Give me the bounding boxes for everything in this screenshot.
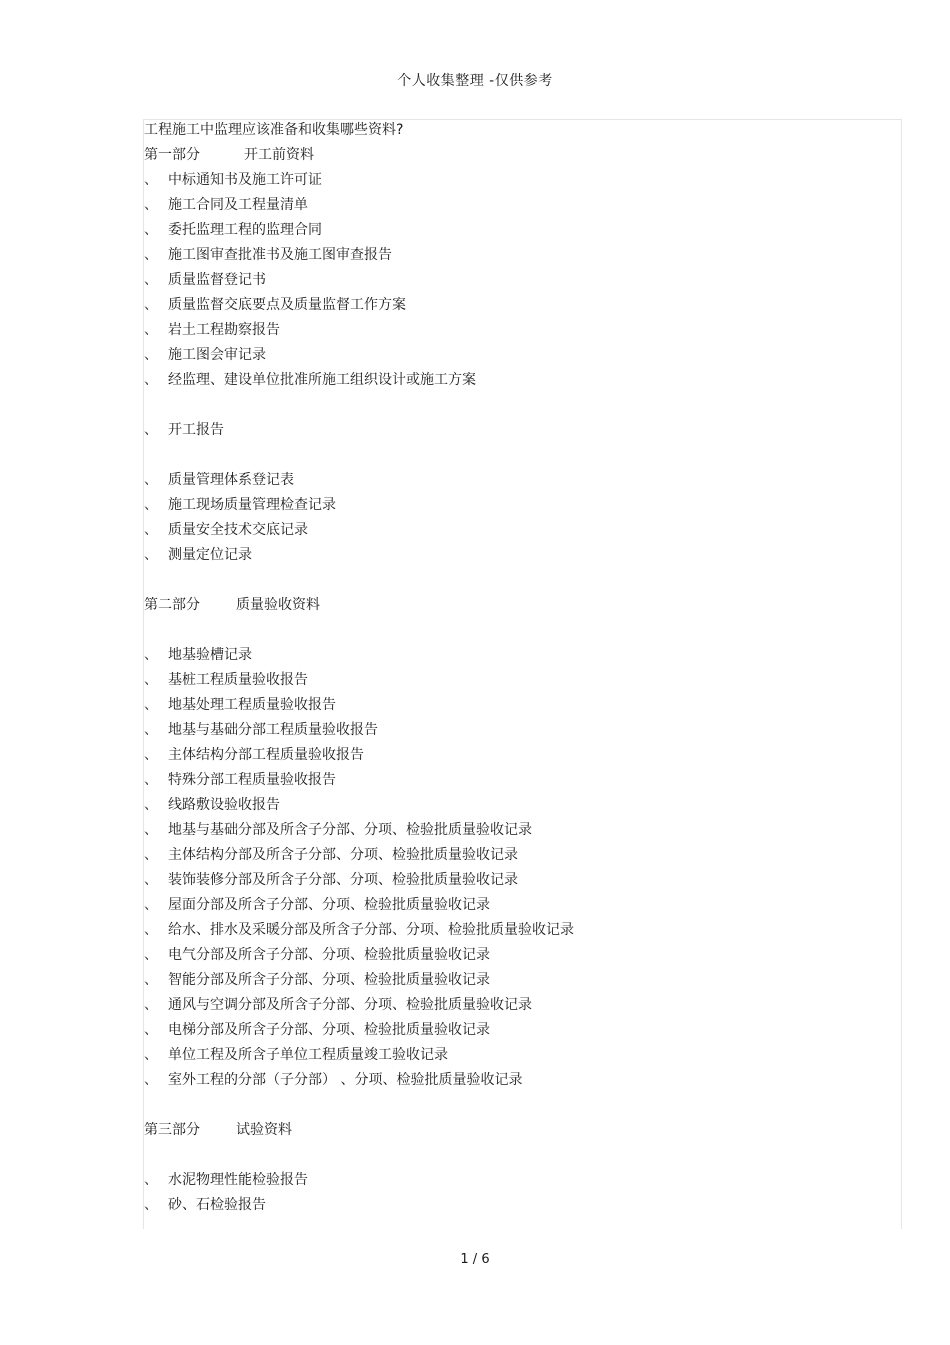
list-item-text: 测量定位记录 bbox=[168, 547, 252, 563]
section-title: 质量验收资料 bbox=[236, 597, 320, 613]
document-body bbox=[144, 119, 901, 1219]
section-heading-1 bbox=[144, 144, 901, 169]
section-title: 开工前资料 bbox=[244, 147, 314, 163]
list-item bbox=[144, 269, 901, 294]
list-item bbox=[144, 344, 901, 369]
list-item bbox=[144, 244, 901, 269]
list-marker: 、 bbox=[144, 897, 158, 913]
list-marker: 、 bbox=[144, 547, 158, 563]
list-marker: 、 bbox=[144, 272, 158, 288]
list-item bbox=[144, 819, 901, 844]
list-item bbox=[144, 919, 901, 944]
list-marker: 、 bbox=[144, 497, 158, 513]
list-item bbox=[144, 1019, 901, 1044]
list-item-text: 主体结构分部及所含子分部、分项、检验批质量验收记录 bbox=[168, 847, 518, 863]
list-item-text: 主体结构分部工程质量验收报告 bbox=[168, 747, 364, 763]
list-item-text: 基桩工程质量验收报告 bbox=[168, 672, 308, 688]
list-item bbox=[144, 944, 901, 969]
spacer bbox=[144, 569, 901, 594]
list-marker: 、 bbox=[144, 747, 158, 763]
list-item-text: 质量安全技术交底记录 bbox=[168, 522, 308, 538]
list-item bbox=[144, 769, 901, 794]
list-item bbox=[144, 369, 901, 394]
list-marker: 、 bbox=[144, 997, 158, 1013]
list-marker: 、 bbox=[144, 222, 158, 238]
list-marker: 、 bbox=[144, 822, 158, 838]
list-item-text: 质量管理体系登记表 bbox=[168, 472, 294, 488]
list-item bbox=[144, 169, 901, 194]
list-item bbox=[144, 294, 901, 319]
list-item bbox=[144, 1194, 901, 1219]
list-marker: 、 bbox=[144, 722, 158, 738]
list-marker: 、 bbox=[144, 522, 158, 538]
list-item bbox=[144, 1169, 901, 1194]
list-item-text: 水泥物理性能检验报告 bbox=[168, 1172, 308, 1188]
list-marker: 、 bbox=[144, 647, 158, 663]
section-heading-2 bbox=[144, 594, 901, 619]
list-marker: 、 bbox=[144, 197, 158, 213]
list-marker: 、 bbox=[144, 1022, 158, 1038]
list-item bbox=[144, 894, 901, 919]
list-marker: 、 bbox=[144, 247, 158, 263]
list-item bbox=[144, 519, 901, 544]
list-item-text: 地基处理工程质量验收报告 bbox=[168, 697, 336, 713]
list-marker: 、 bbox=[144, 772, 158, 788]
section-number: 第二部分 bbox=[144, 597, 200, 613]
list-marker: 、 bbox=[144, 947, 158, 963]
list-item-text: 地基与基础分部及所含子分部、分项、检验批质量验收记录 bbox=[168, 822, 532, 838]
list-item-text: 特殊分部工程质量验收报告 bbox=[168, 772, 336, 788]
list-item-text: 委托监理工程的监理合同 bbox=[168, 222, 322, 238]
list-item-text: 智能分部及所含子分部、分项、检验批质量验收记录 bbox=[168, 972, 490, 988]
section-number: 第一部分 bbox=[144, 147, 200, 163]
list-item-text: 砂、石检验报告 bbox=[168, 1197, 266, 1213]
list-item-text: 屋面分部及所含子分部、分项、检验批质量验收记录 bbox=[168, 897, 490, 913]
list-marker: 、 bbox=[144, 922, 158, 938]
list-item bbox=[144, 1044, 901, 1069]
list-item bbox=[144, 644, 901, 669]
list-item-text: 质量监督交底要点及质量监督工作方案 bbox=[168, 297, 406, 313]
list-item-text: 通风与空调分部及所含子分部、分项、检验批质量验收记录 bbox=[168, 997, 532, 1013]
list-item-text: 开工报告 bbox=[168, 422, 224, 438]
list-item-text: 经监理、建设单位批准所施工组织设计或施工方案 bbox=[168, 372, 476, 388]
list-marker: 、 bbox=[144, 347, 158, 363]
list-marker: 、 bbox=[144, 872, 158, 888]
list-marker: 、 bbox=[144, 697, 158, 713]
list-item-text: 岩土工程勘察报告 bbox=[168, 322, 280, 338]
list-item bbox=[144, 219, 901, 244]
list-item bbox=[144, 469, 901, 494]
list-marker: 、 bbox=[144, 847, 158, 863]
list-item bbox=[144, 194, 901, 219]
list-item-text: 质量监督登记书 bbox=[168, 272, 266, 288]
page-number: 1 / 6 bbox=[460, 1252, 490, 1267]
list-item-text: 施工合同及工程量清单 bbox=[168, 197, 308, 213]
list-item-text: 室外工程的分部（子分部） 、分项、检验批质量验收记录 bbox=[168, 1072, 523, 1088]
list-item bbox=[144, 544, 901, 569]
list-item-text: 单位工程及所含子单位工程质量竣工验收记录 bbox=[168, 1047, 448, 1063]
list-item bbox=[144, 319, 901, 344]
section-heading-3 bbox=[144, 1119, 901, 1144]
spacer bbox=[144, 619, 901, 644]
list-item bbox=[144, 669, 901, 694]
list-item bbox=[144, 869, 901, 894]
list-marker: 、 bbox=[144, 422, 158, 438]
list-item bbox=[144, 994, 901, 1019]
list-item bbox=[144, 719, 901, 744]
list-item-text: 电气分部及所含子分部、分项、检验批质量验收记录 bbox=[168, 947, 490, 963]
section-title: 试验资料 bbox=[236, 1122, 292, 1138]
list-item-text: 装饰装修分部及所含子分部、分项、检验批质量验收记录 bbox=[168, 872, 518, 888]
list-item-text: 地基与基础分部工程质量验收报告 bbox=[168, 722, 378, 738]
section-number: 第三部分 bbox=[144, 1122, 200, 1138]
list-item-text: 施工现场质量管理检查记录 bbox=[168, 497, 336, 513]
list-item bbox=[144, 419, 901, 444]
list-item bbox=[144, 694, 901, 719]
list-marker: 、 bbox=[144, 297, 158, 313]
list-item-text: 线路敷设验收报告 bbox=[168, 797, 280, 813]
spacer bbox=[144, 1144, 901, 1169]
list-marker: 、 bbox=[144, 1197, 158, 1213]
spacer bbox=[144, 1094, 901, 1119]
list-item bbox=[144, 969, 901, 994]
list-marker: 、 bbox=[144, 797, 158, 813]
list-item-text: 施工图会审记录 bbox=[168, 347, 266, 363]
list-marker: 、 bbox=[144, 1172, 158, 1188]
list-item-text: 施工图审查批准书及施工图审查报告 bbox=[168, 247, 392, 263]
list-marker: 、 bbox=[144, 1047, 158, 1063]
list-marker: 、 bbox=[144, 672, 158, 688]
list-item bbox=[144, 844, 901, 869]
list-item-text: 电梯分部及所含子分部、分项、检验批质量验收记录 bbox=[168, 1022, 490, 1038]
document-title: 工程施工中监理应该准备和收集哪些资料? bbox=[144, 122, 404, 138]
list-item-text: 中标通知书及施工许可证 bbox=[168, 172, 322, 188]
list-item bbox=[144, 1069, 901, 1094]
list-marker: 、 bbox=[144, 172, 158, 188]
list-marker: 、 bbox=[144, 472, 158, 488]
list-item-text: 给水、排水及采暖分部及所含子分部、分项、检验批质量验收记录 bbox=[168, 922, 574, 938]
list-item bbox=[144, 494, 901, 519]
list-item bbox=[144, 794, 901, 819]
list-item-text: 地基验槽记录 bbox=[168, 647, 252, 663]
list-marker: 、 bbox=[144, 322, 158, 338]
spacer bbox=[144, 444, 901, 469]
list-marker: 、 bbox=[144, 1072, 158, 1088]
list-marker: 、 bbox=[144, 972, 158, 988]
page-header: 个人收集整理 -仅供参考 bbox=[397, 73, 553, 89]
list-item bbox=[144, 744, 901, 769]
spacer bbox=[144, 394, 901, 419]
list-marker: 、 bbox=[144, 372, 158, 388]
